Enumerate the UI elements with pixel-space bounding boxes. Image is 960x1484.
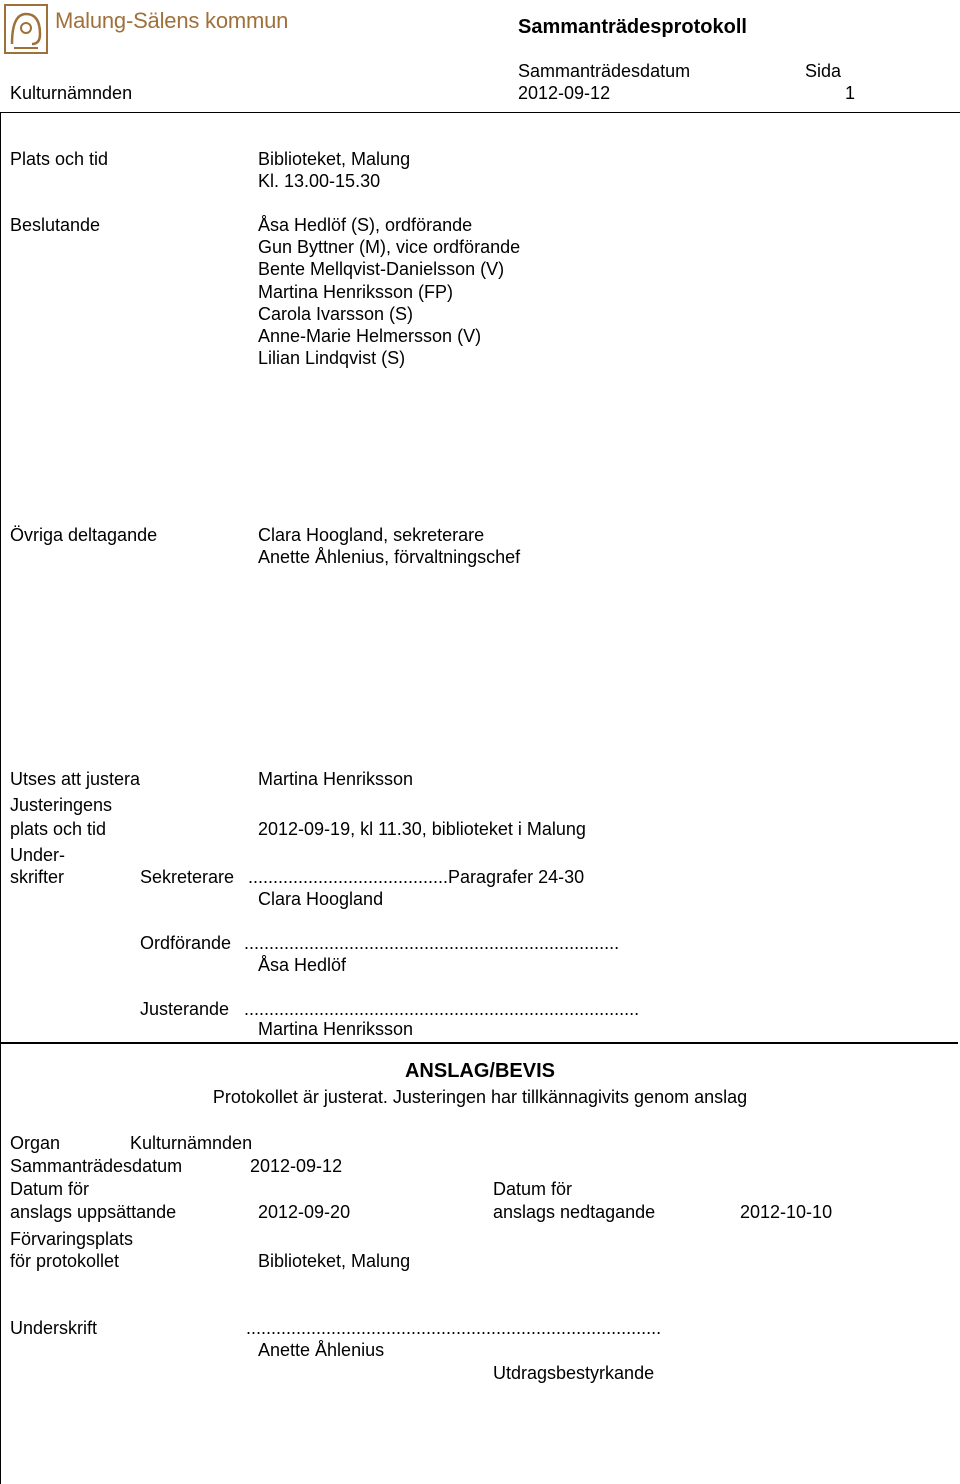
storage-label-1: Förvaringsplats bbox=[10, 1229, 134, 1249]
adjuster-appointed: Martina Henriksson bbox=[258, 769, 414, 789]
chair-label: Ordförande bbox=[140, 933, 232, 953]
others-label: Övriga deltagande bbox=[10, 525, 158, 545]
notice-divider bbox=[0, 1042, 958, 1044]
adjuster-signature-line: ............................................................................... bbox=[244, 999, 640, 1019]
signature-line: ................................................................................... bbox=[246, 1318, 662, 1338]
storage-label-2: för protokollet bbox=[10, 1251, 120, 1271]
other-participant: Anette Åhlenius, förvaltningschef bbox=[258, 547, 521, 567]
deciding-member: Carola Ivarsson (S) bbox=[258, 304, 414, 324]
certifier-label: Utdragsbestyrkande bbox=[493, 1363, 655, 1383]
deciding-member: Gun Byttner (M), vice ordförande bbox=[258, 237, 521, 257]
secretary-label: Sekreterare bbox=[140, 867, 235, 887]
storage-place: Biblioteket, Malung bbox=[258, 1251, 411, 1271]
committee-name: Kulturnämnden bbox=[10, 83, 133, 103]
page-label: Sida bbox=[805, 61, 842, 81]
deciding-member: Martina Henriksson (FP) bbox=[258, 282, 454, 302]
other-participant: Clara Hoogland, sekreterare bbox=[258, 525, 485, 545]
removed-label-2: anslags nedtagande bbox=[493, 1202, 656, 1222]
notice-date-label: Sammanträdesdatum bbox=[10, 1156, 183, 1176]
posted-date: 2012-09-20 bbox=[258, 1202, 351, 1222]
posted-label-1: Datum för bbox=[10, 1179, 90, 1199]
deciding-label: Beslutande bbox=[10, 215, 101, 235]
adjustment-place-label-1: Justeringens bbox=[10, 795, 113, 815]
deciding-member: Bente Mellqvist-Danielsson (V) bbox=[258, 259, 505, 279]
adjuster-appointed-label: Utses att justera bbox=[10, 769, 141, 789]
meeting-date-label: Sammanträdesdatum bbox=[518, 61, 691, 81]
deciding-member: Anne-Marie Helmersson (V) bbox=[258, 326, 482, 346]
notice-title: ANSLAG/BEVIS bbox=[404, 1060, 556, 1082]
meeting-place: Biblioteket, Malung bbox=[258, 149, 411, 169]
removed-label-1: Datum för bbox=[493, 1179, 573, 1199]
adjuster-label: Justerande bbox=[140, 999, 230, 1019]
secretary-name: Clara Hoogland bbox=[258, 889, 384, 909]
signatures-label-2: skrifter bbox=[10, 867, 64, 887]
header-divider bbox=[0, 112, 960, 113]
municipality-logo bbox=[4, 4, 48, 54]
chair-name: Åsa Hedlöf bbox=[258, 955, 347, 975]
notice-date: 2012-09-12 bbox=[250, 1156, 343, 1176]
signature-name: Anette Åhlenius bbox=[258, 1340, 385, 1360]
municipality-name: Malung-Sälens kommun bbox=[55, 8, 289, 33]
meeting-date: 2012-09-12 bbox=[518, 83, 611, 103]
place-label: Plats och tid bbox=[10, 149, 109, 169]
meeting-time: Kl. 13.00-15.30 bbox=[258, 171, 381, 191]
signature-label: Underskrift bbox=[10, 1318, 98, 1338]
signatures-label-1: Under- bbox=[10, 845, 66, 865]
removed-date: 2012-10-10 bbox=[740, 1202, 833, 1222]
page-number: 1 bbox=[845, 83, 856, 103]
left-margin-line bbox=[0, 112, 1, 1484]
organ: Kulturnämnden bbox=[130, 1133, 253, 1153]
deciding-member: Lilian Lindqvist (S) bbox=[258, 348, 406, 368]
deciding-member: Åsa Hedlöf (S), ordförande bbox=[258, 215, 473, 235]
adjustment-place-label-2: plats och tid bbox=[10, 819, 107, 839]
chair-signature-line: ........................................................................... bbox=[244, 933, 620, 953]
document-type: Sammanträdesprotokoll bbox=[518, 16, 747, 38]
secretary-signature-line: ........................................Paragrafer 24-30 bbox=[248, 867, 585, 887]
adjuster-name: Martina Henriksson bbox=[258, 1019, 414, 1039]
adjustment-place: 2012-09-19, kl 11.30, biblioteket i Malung bbox=[258, 819, 586, 839]
organ-label: Organ bbox=[10, 1133, 61, 1153]
posted-label-2: anslags uppsättande bbox=[10, 1202, 177, 1222]
notice-text: Protokollet är justerat. Justeringen har tillkännagivits genom anslag bbox=[212, 1087, 748, 1107]
